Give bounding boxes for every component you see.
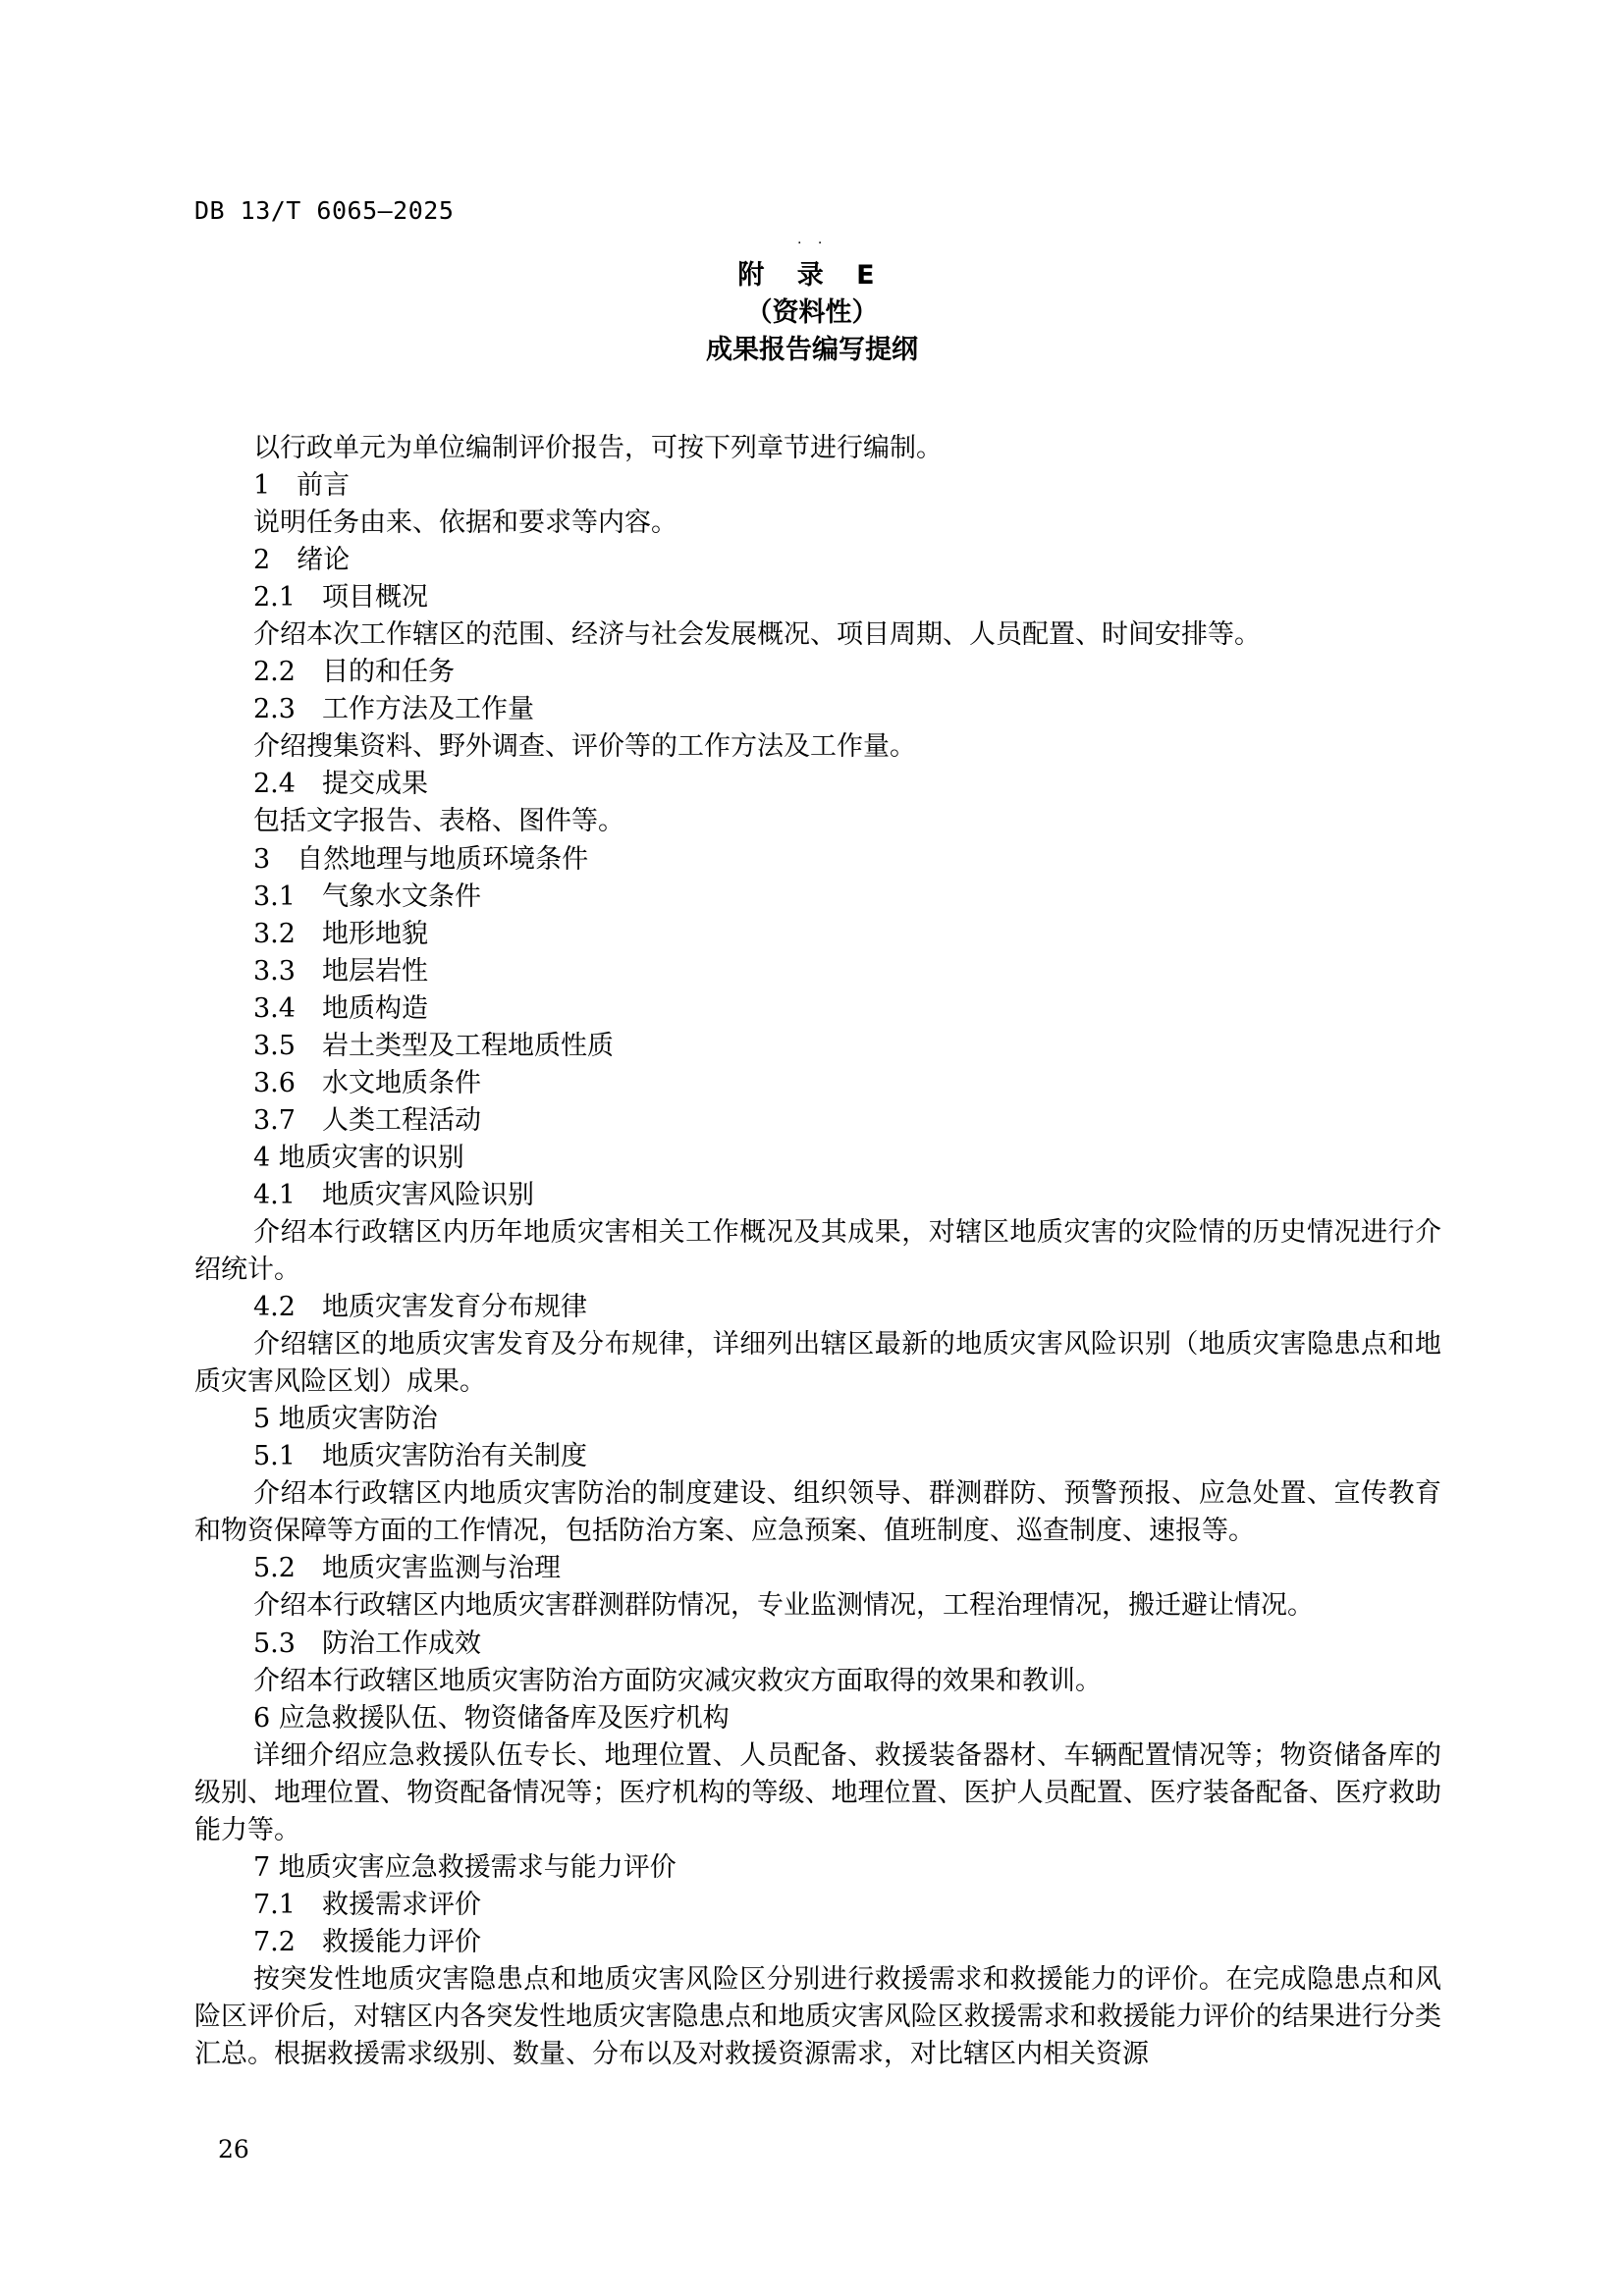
body-line: 7.1 救援需求评价 (253, 1889, 481, 1920)
body-line: 介绍搜集资料、野外调查、评价等的工作方法及工作量。 (253, 731, 916, 763)
body-line: 2.2 目的和任务 (253, 657, 455, 688)
body-line: 5.2 地质灾害监测与治理 (253, 1553, 561, 1584)
body-line: 5.1 地质灾害防治有关制度 (253, 1441, 587, 1472)
body-line: 7.2 救援能力评价 (253, 1926, 481, 1957)
body-paragraph: 介绍本行政辖区内历年地质灾害相关工作概况及其成果，对辖区地质灾害的灾险情的历史情况进行介绍统计。 (194, 1216, 1441, 1286)
body-line: 3.5 岩土类型及工程地质性质 (253, 1030, 614, 1061)
body-line: 5.3 防治工作成效 (253, 1628, 481, 1659)
body-line: 3.3 地层岩性 (253, 955, 428, 987)
body-paragraph: 介绍辖区的地质灾害发育及分布规律，详细列出辖区最新的地质灾害风险识别（地质灾害隐患点和地质灾害风险区划）成果。 (194, 1329, 1441, 1398)
body-line: 包括文字报告、表格、图件等。 (253, 806, 624, 837)
document-code-header: DB 13/T 6065—2025 (194, 196, 455, 225)
body-line: 以行政单元为单位编制评价报告，可按下列章节进行编制。 (253, 433, 943, 463)
body-paragraph: 介绍本行政辖区内地质灾害防治的制度建设、组织领导、群测群防、预警预报、应急处置、宣传教育和物资保障等方面的工作情况，包括防治方案、应急预案、值班制度、巡查制度、速报等。 (194, 1478, 1441, 1547)
body-line: 3 自然地理与地质环境条件 (253, 843, 589, 875)
body-paragraph: 详细介绍应急救援队伍专长、地理位置、人员配备、救援装备器材、车辆配置情况等；物资储备库的级别、地理位置、物资配备情况等；医疗机构的等级、地理位置、医护人员配置、医疗装备配备、医疗救助能力等。 (194, 1739, 1441, 1845)
body-line: 2.1 项目概况 (253, 582, 428, 614)
document-body (194, 430, 1441, 2073)
body-line: 6 应急救援队伍、物资储备库及医疗机构 (253, 1702, 730, 1734)
body-line: 介绍本行政辖区内地质灾害群测群防情况，专业监测情况，工程治理情况，搬迁避让情况。 (253, 1590, 1314, 1622)
body-line: 2.3 工作方法及工作量 (253, 694, 534, 725)
body-line: 7 地质灾害应急救援需求与能力评价 (253, 1851, 677, 1883)
appendix-nature: （资料性） (745, 297, 879, 328)
body-line: 介绍本次工作辖区的范围、经济与社会发展概况、项目周期、人员配置、时间安排等。 (253, 619, 1261, 651)
decorative-dots: . . (797, 232, 829, 247)
body-line: 介绍本行政辖区地质灾害防治方面防灾减灾救灾方面取得的效果和教训。 (253, 1665, 1102, 1696)
body-line: 2 绪论 (253, 545, 351, 576)
body-line: 1 前言 (253, 470, 351, 502)
body-line: 3.2 地形地貌 (253, 918, 428, 949)
body-line: 5 地质灾害防治 (253, 1404, 438, 1435)
body-line: 3.4 地质构造 (253, 992, 428, 1024)
body-line: 3.6 水文地质条件 (253, 1067, 481, 1098)
body-line: 4.1 地质灾害风险识别 (253, 1179, 534, 1210)
appendix-name: 成果报告编写提纲 (706, 335, 918, 365)
body-line: 3.7 人类工程活动 (253, 1104, 481, 1136)
body-line: 说明任务由来、依据和要求等内容。 (253, 507, 677, 539)
body-line: 4 地质灾害的识别 (253, 1142, 464, 1173)
body-line: 3.1 气象水文条件 (253, 881, 481, 912)
body-line: 4.2 地质灾害发育分布规律 (253, 1292, 587, 1323)
page-number: 26 (218, 2135, 249, 2163)
body-paragraph: 按突发性地质灾害隐患点和地质灾害风险区分别进行救援需求和救援能力的评价。在完成隐患点和风险区评价后，对辖区内各突发性地质灾害隐患点和地质灾害风险区救援需求和救援能力评价的结果进行分类汇总。根据救援需求级别、数量、分布以及对救援资源需求，对比辖区内相关资源 (194, 1963, 1441, 2070)
appendix-title-block (0, 257, 1624, 369)
body-line: 2.4 提交成果 (253, 769, 428, 800)
appendix-label: 附 录 E (737, 260, 887, 291)
